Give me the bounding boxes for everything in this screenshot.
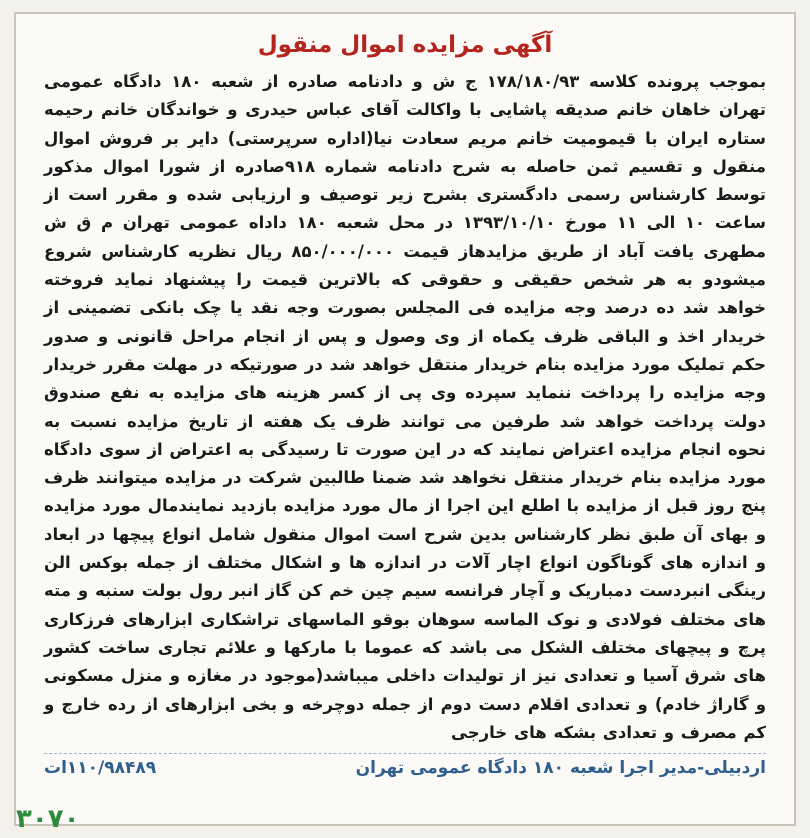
- notice-header: [44, 32, 766, 58]
- notice-title: آگهی مزایده اموال منقول: [257, 32, 553, 58]
- auction-notice: [14, 12, 796, 826]
- handwritten-mark: ۳۰۷۰: [16, 804, 80, 834]
- notice-footer: [44, 753, 766, 778]
- notice-signature: اردبیلی-مدیر اجرا شعبه ۱۸۰ دادگاه عمومی تهران: [355, 758, 766, 779]
- notice-body: بموجب پرونده کلاسه ۱۷۸/۱۸۰/۹۳ ج ش و دادنامه صادره از شعبه ۱۸۰ دادگاه عمومی تهران خاهان خانم صدیقه پاشایی با واکالت آقای عباس حیدری و خواندگان خانم رحیمه ستاره ایران با قیمومیت خانم مریم سعادت نیا(اداره سرپرستی) دایر بر فروش اموال منقول و تقسیم ثمن حاصله به شرح دادنامه شماره ۹۱۸صادره از شورا اموال مذکور توسط کارشناس رسمی دادگستری بشرح زیر توصیف و ارزیابی شده و مقرر است از ساعت ۱۰ الی ۱۱ مورخ ۱۳۹۳/۱۰/۱۰ در محل شعبه ۱۸۰ داداه عمومی تهران م ق ش مطهری یافت آباد از طریق مزایدهاز قیمت ۸۵۰/۰۰۰/۰۰۰ ریال نظریه کارشناس شروع میشودو به هر شخص حقیقی و حقوقی که بالاترین قیمت را پیشنهاد نماید فروخته خواهد شد ده درصد وجه مزایده فی المجلس بصورت وجه نقد یا چک بانکی تضمینی از خریدار اخذ و الباقی ظرف یکماه از وی وصول و پس از انجام مراحل قانونی و صدور حکم تملیک مورد مزایده بنام خریدار منتقل خواهد شد در صورتیکه در مهلت مقرر خریدار وجه مزایده را پرداخت ننماید سپرده وی پی از کسر هزینه های مزایده به نفع صندوق دولت پرداخت خواهد شد طرفین می توانند ظرف یک هفته از تاریخ مزایده نسبت به نحوه انجام مزایده اعتراض نمایند که در این صورت تا رسیدگی به اعتراض از سوی دادگاه مورد مزایده بنام خریدار منتقل نخواهد شد ضمنا طالبین شرکت در مزایده میتوانند ظرف پنج روز قبل از مزایده با اطلع این اجرا از مال مورد مزایده بازدید نمایندمال مورد مزایده و بهای آن طبق نظر کارشناس بدین شرح است اموال منقول شامل انواع پیچها در ابعاد و اندازه های گوناگون انواع اچار آلات در اندازه ها و اشکال مختلف از جمله بوکس الن رینگی انبردست دمباریک و آچار فرانسه سیم چین خم کن گاز انبر رول بولت سنبه و مته های مختلف فولادی و نوک الماسه سوهان بوقو الماسهای تراشکاری ابزارهای فرزکاری پرچ و پیچهای مختلف الشکل می باشد که عموما با مارکها و علائم تجاری ساخت کشور های شرق آسیا و تعدادی نیز از تولیدات داخلی میباشد(موجود در مغازه و منزل مسکونی و گاراژ خادم) و تعدادی اقلام دست دوم از جمله دوچرخه و بخی ابزارهای از رده خارج و کم مصرف و تعدادی بشکه های خارجی: [44, 72, 767, 742]
- notice-reference-code: ۱۱۰/۹۸۴۸۹ات: [44, 758, 157, 779]
